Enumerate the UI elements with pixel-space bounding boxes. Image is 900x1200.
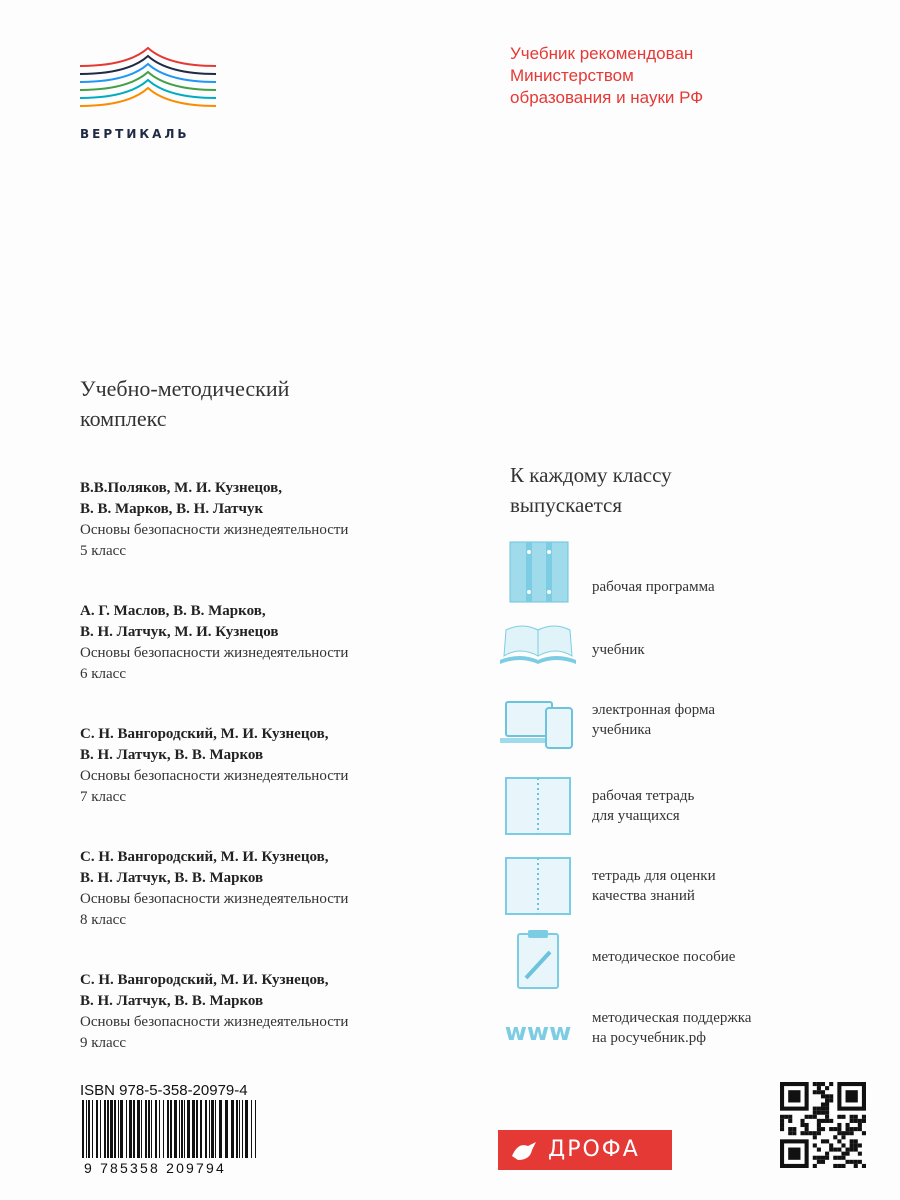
devices-icon xyxy=(496,694,580,758)
svg-text:www: www xyxy=(504,1018,572,1046)
www-icon xyxy=(496,1000,580,1064)
isbn-text: ISBN 978-5-358-20979-4 xyxy=(80,1082,248,1099)
qr-code-icon xyxy=(780,1082,866,1168)
released-item-manual: методическое пособие xyxy=(496,928,816,992)
book-entry: С. Н. Вангородский, М. И. Кузнецов, В. Н. Латчук, В. В. Марков Основы безопасности жизнедеятельности 8 класс xyxy=(80,849,349,928)
released-title: К каждому классу выпускается xyxy=(510,463,672,517)
logo-text: ВЕРТИКАЛЬ xyxy=(80,127,190,141)
released-item-textbook: учебник xyxy=(496,616,816,680)
notebook-icon xyxy=(496,774,580,838)
book-entry: С. Н. Вангородский, М. И. Кузнецов, В. Н. Латчук, В. В. Марков Основы безопасности жизнедеятельности 9 класс xyxy=(80,972,349,1051)
book-entry: В.В.Поляков, М. И. Кузнецов, В. В. Марков, В. Н. Латчук Основы безопасности жизнедеятельности 5 класс xyxy=(80,480,349,559)
binder-icon xyxy=(496,540,580,604)
complex-title: Учебно-методический комплекс xyxy=(80,376,290,431)
released-item-support: www методическая поддержка на росучебник.рф xyxy=(496,1000,816,1064)
recommendation-note: Учебник рекомендован Министерством образования и науки РФ xyxy=(510,44,704,107)
barcode-icon xyxy=(80,1100,260,1160)
released-item-assessment: тетрадь для оценки качества знаний xyxy=(496,854,816,918)
released-item-eform: электронная форма учебника xyxy=(496,694,816,758)
notebook-icon xyxy=(496,854,580,918)
clipboard-icon xyxy=(496,928,580,992)
open-book-icon xyxy=(496,616,580,680)
book-entry: А. Г. Маслов, В. В. Марков, В. Н. Латчук, М. И. Кузнецов Основы безопасности жизнедеятельности 6 класс xyxy=(80,603,349,682)
released-item-workbook: рабочая тетрадь для учащихся xyxy=(496,774,816,838)
released-item-program: рабочая программа xyxy=(496,540,816,604)
barcode-number: 9 785358 209794 xyxy=(84,1160,226,1176)
bird-icon xyxy=(508,1136,540,1164)
vertikal-logo-icon xyxy=(78,44,218,124)
book-entry: С. Н. Вангородский, М. И. Кузнецов, В. Н. Латчук, В. В. Марков Основы безопасности жизнедеятельности 7 класс xyxy=(80,726,349,805)
drofa-logo: ДРОФА xyxy=(498,1130,672,1170)
